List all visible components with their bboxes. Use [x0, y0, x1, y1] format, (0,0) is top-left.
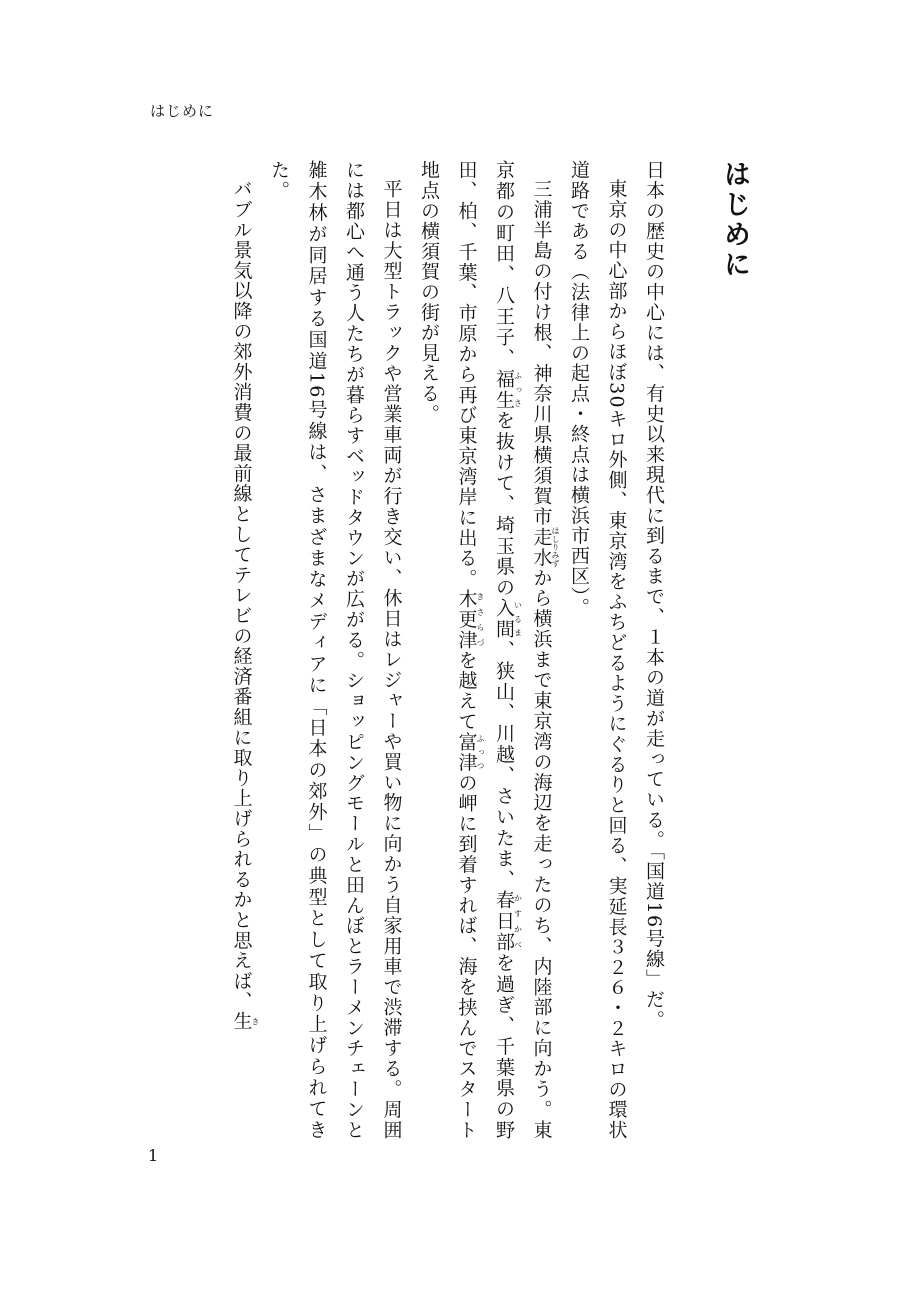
ruby-futtsu: [455, 731, 485, 773]
ruby-reading: きさらづ: [476, 588, 485, 650]
chapter-title: はじめに: [719, 160, 750, 280]
text-segment: を越えて: [455, 650, 478, 732]
paragraph-2-text: 東京の中心部からほぼ30キロ外側、東京湾をふちどるようにぐるりと回る、実延長３２６・２キロの環状道路である（法律上の起点・終点は横浜市西区）。: [568, 160, 628, 1140]
ruby-base: 走水: [530, 526, 553, 568]
running-head: はじめに: [150, 102, 215, 120]
text-segment: を抜けて、埼玉県の: [493, 410, 515, 599]
ruby-hashirimizu: [530, 526, 560, 568]
page-number: 1: [148, 1146, 159, 1165]
ruby-reading: かすかべ: [513, 890, 523, 953]
ruby-reading: いるま: [513, 598, 523, 640]
ruby-kasukabe: [493, 890, 523, 953]
text-segment: を過ぎ、千葉県の野田、柏、千葉、市原から再び東京湾岸に出る。: [455, 160, 515, 1141]
text-segment: から横浜まで東京湾の海辺を走ったのち、内陸部に向かう。東京都の町田、八王子、: [493, 160, 553, 1140]
paragraph-5: [222, 160, 260, 1140]
ruby-base: 富津: [455, 731, 478, 773]
ruby-fussa: [493, 368, 523, 411]
text-segment: 、狭山、川越、さいたま、: [493, 639, 515, 891]
text-segment: の岬に到着すれば、海を挟んでスタート地点の横須賀の街が見える。: [418, 160, 478, 1141]
paragraph-3: [410, 160, 560, 1140]
ruby-base: 木更津: [455, 588, 478, 651]
ruby-reading: ふっさ: [513, 368, 523, 410]
paragraph-2: [560, 160, 635, 1140]
ruby-reading: き: [251, 1011, 260, 1032]
paragraph-4: 平日は大型トラックや営業車両が行き交い、休日はレジャーや買い物に向かう自家用車で渋滞する。周囲には都心へ通う人たちが暮らすベッドタウンが広がる。ショッピングモールと田んぼとラーメンチェーンと雑木林が同居する国道16号線は、さまざまなメディアに「日本の郊外」の典型として取り上げられてきた。: [268, 160, 403, 1140]
ruby-iruma: [493, 598, 523, 640]
ruby-base: 春日部: [493, 890, 515, 953]
ruby-reading: ふっつ: [476, 731, 485, 773]
ruby-base: 生: [230, 1011, 253, 1032]
text-segment: 三浦半島の付け根、神奈川県横須賀市: [530, 179, 553, 527]
text-segment: バブル景気以降の郊外消費の最前線としてテレビの経済番組に取り上げられるかと思えば、: [230, 179, 253, 1012]
ruby-base: 福生: [493, 368, 515, 411]
paragraph-1: 日本の歴史の中心には、有史以来現代に到るまで、１本の道が走っている。「国道16号線」だ。: [643, 160, 665, 1030]
body-text: [212, 160, 672, 1140]
ruby-ki: [230, 1011, 260, 1032]
ruby-base: 入間: [493, 598, 515, 640]
ruby-kisarazu: [455, 588, 485, 651]
ruby-reading: はしりみず: [551, 526, 560, 568]
